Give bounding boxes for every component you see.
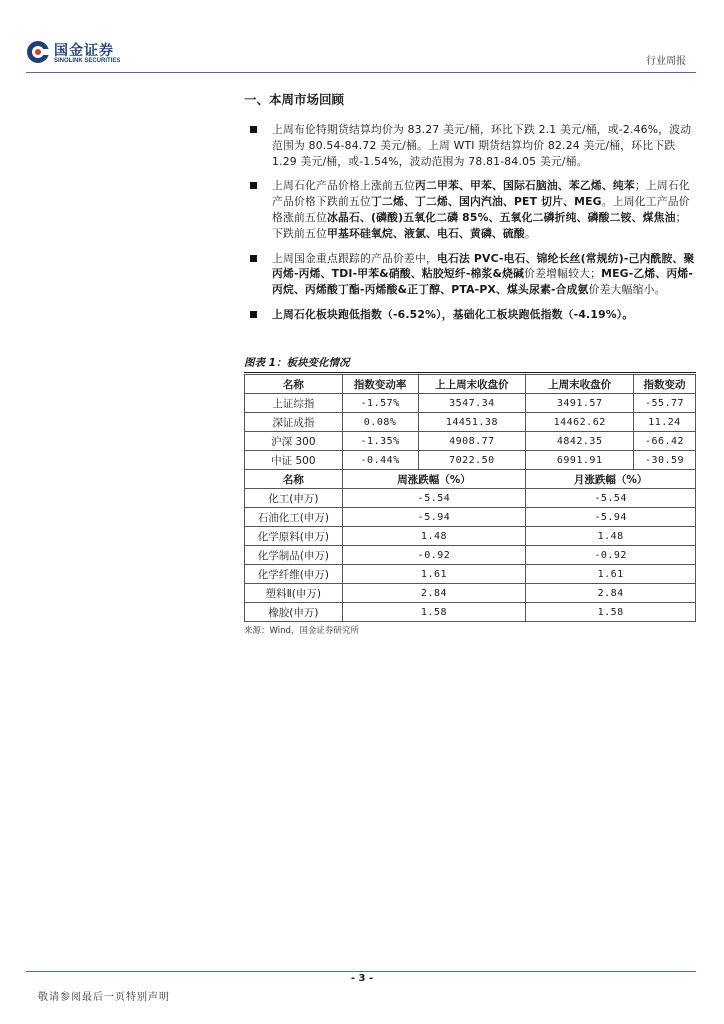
index-change-cell: -30.59 xyxy=(634,451,696,470)
bullet-item xyxy=(244,178,696,241)
prev-prev-close-cell: 14451.38 xyxy=(418,413,526,432)
monthly-change-cell: 1.48 xyxy=(526,527,696,546)
prev-close-cell: 3491.57 xyxy=(526,394,634,413)
bullet-square-icon xyxy=(250,182,257,189)
index-change-rate-cell: 0.08% xyxy=(342,413,418,432)
row-name-cell: 橡胶(申万) xyxy=(245,603,343,622)
table-header-row xyxy=(245,375,696,394)
logo-text-cn: 国金证券 xyxy=(54,43,114,59)
table-row xyxy=(245,603,696,622)
prev-close-cell: 14462.62 xyxy=(526,413,634,432)
table-row xyxy=(245,394,696,413)
row-name-cell: 塑料Ⅱ(申万) xyxy=(245,584,343,603)
index-change-cell: 11.24 xyxy=(634,413,696,432)
weekly-change-cell: -0.92 xyxy=(342,546,526,565)
sector-change-table xyxy=(244,374,696,622)
figure-title: 图表 1：板块变化情况 xyxy=(244,355,696,373)
row-name-cell: 化学纤维(申万) xyxy=(245,565,343,584)
bullet-text: 上周石化产品价格上涨前五位 xyxy=(272,179,415,193)
bullet-list xyxy=(244,122,696,323)
monthly-change-cell: 1.58 xyxy=(526,603,696,622)
weekly-change-cell: -5.54 xyxy=(342,489,526,508)
table-subheader-row xyxy=(245,470,696,489)
subheader-monthly-change: 月涨跌幅（%） xyxy=(526,470,696,489)
bullet-square-icon xyxy=(250,311,257,318)
monthly-change-cell: 1.61 xyxy=(526,565,696,584)
logo-text-en: SINOLINK SECURITIES xyxy=(54,58,121,64)
bullet-text: 。上周化工产品价格涨前五位 xyxy=(272,195,690,224)
bullet-bold-text: 丁二烯、丁二烯、国内汽油、PET 切片、MEG xyxy=(370,195,602,209)
prev-prev-close-cell: 7022.50 xyxy=(418,451,526,470)
row-name-cell: 化学制品(申万) xyxy=(245,546,343,565)
footer-divider xyxy=(26,971,696,972)
prev-close-cell: 6991.91 xyxy=(526,451,634,470)
index-change-cell: -55.77 xyxy=(634,394,696,413)
bullet-bold-text: 冰晶石、(磷酸)五氧化二磷 85%、五氧化二磷折纯、磷酸二铵、煤焦油 xyxy=(326,210,676,224)
monthly-change-cell: 2.84 xyxy=(526,584,696,603)
weekly-change-cell: -5.94 xyxy=(342,508,526,527)
bullet-square-icon xyxy=(250,255,257,262)
table-row xyxy=(245,546,696,565)
bullet-item xyxy=(244,307,696,323)
bullet-item xyxy=(244,122,696,169)
bullet-bold-text: 电石法 PVC-电石、锦纶长丝(常规纺)-己内酰胺、聚丙烯-丙烯、TDI-甲苯&硝酸、粘胶短纤-棉浆&烧碱 xyxy=(272,251,695,281)
weekly-change-cell: 1.58 xyxy=(342,603,526,622)
table-row xyxy=(245,432,696,451)
header-prev-close: 上周末收盘价 xyxy=(526,375,634,394)
row-name-cell: 上证综指 xyxy=(245,394,343,413)
row-name-cell: 深证成指 xyxy=(245,413,343,432)
subheader-name: 名称 xyxy=(245,470,343,489)
table-row xyxy=(245,489,696,508)
index-change-rate-cell: -1.35% xyxy=(342,432,418,451)
table-row xyxy=(245,508,696,527)
bullet-bold-text: 上周石化板块跑低指数（-6.52%），基础化工板块跑低指数（-4.19%）。 xyxy=(272,307,634,321)
footer-disclaimer: 敬请参阅最后一页特别声明 xyxy=(38,992,170,1003)
header-index-change: 指数变动 xyxy=(634,375,696,394)
table-row xyxy=(245,413,696,432)
bullet-square-icon xyxy=(250,126,257,133)
sinolink-logo-icon xyxy=(26,40,50,64)
header-index-change-rate: 指数变动率 xyxy=(342,375,418,394)
bullet-item xyxy=(244,251,696,298)
row-name-cell: 中证 500 xyxy=(245,451,343,470)
table-row xyxy=(245,584,696,603)
row-name-cell: 化学原料(申万) xyxy=(245,527,343,546)
table-row xyxy=(245,451,696,470)
bullet-text: ；上周石化产品价格下跌前五位 xyxy=(272,179,690,209)
weekly-change-cell: 1.48 xyxy=(342,527,526,546)
main-content xyxy=(244,90,696,332)
bullet-text: 价差大幅缩小。 xyxy=(588,283,666,297)
index-change-rate-cell: -0.44% xyxy=(342,451,418,470)
table-row xyxy=(245,527,696,546)
page-number: - 3 - xyxy=(350,973,374,984)
row-name-cell: 沪深 300 xyxy=(245,432,343,451)
row-name-cell: 化工(申万) xyxy=(245,489,343,508)
monthly-change-cell: -5.94 xyxy=(526,508,696,527)
table-row xyxy=(245,565,696,584)
bullet-bold-text: 甲基环硅氧烷、液氯、电石、黄磷、硫酸 xyxy=(326,226,525,240)
prev-prev-close-cell: 4908.77 xyxy=(418,432,526,451)
subheader-weekly-change: 周涨跌幅（%） xyxy=(342,470,526,489)
header-divider xyxy=(26,72,696,73)
weekly-change-cell: 1.61 xyxy=(342,565,526,584)
figure-source: 来源：Wind，国金证券研究所 xyxy=(244,626,359,636)
weekly-change-cell: 2.84 xyxy=(342,584,526,603)
bullet-text: 上周布伦特期货结算均价为 83.27 美元/桶，环比下跌 2.1 美元/桶，或-2.46%，波动范围为 80.54-84.72 美元/桶。上周 WTI 期货结算均价 82.24 美元/桶，环比下跌 1.29 美元/桶，或-1.54%，波动范围为 78.81-84.05 美元/桶。 xyxy=(272,123,692,168)
bullet-text: ；下跌前五位 xyxy=(272,210,687,240)
monthly-change-cell: -5.54 xyxy=(526,489,696,508)
bullet-bold-text: MEG-乙烯、丙烯-丙烷、丙烯酸丁酯-丙烯酸&正丁醇、PTA-PX、煤头尿素-合成氨 xyxy=(272,267,694,297)
bullet-text: 上周国金重点跟踪的产品价差中， xyxy=(272,251,437,265)
header-prev-prev-close: 上上周末收盘价 xyxy=(418,375,526,394)
bullet-text: 价差增幅较大； xyxy=(524,267,602,281)
section-title: 一、本周市场回顾 xyxy=(244,92,345,107)
bullet-bold-text: 丙二甲苯、甲苯、国际石脑油、苯乙烯、纯苯 xyxy=(414,179,635,193)
index-change-rate-cell: -1.57% xyxy=(342,394,418,413)
index-change-cell: -66.42 xyxy=(634,432,696,451)
row-name-cell: 石油化工(申万) xyxy=(245,508,343,527)
report-type-label: 行业周报 xyxy=(646,56,686,67)
header-name: 名称 xyxy=(245,375,343,394)
prev-prev-close-cell: 3547.34 xyxy=(418,394,526,413)
prev-close-cell: 4842.35 xyxy=(526,432,634,451)
monthly-change-cell: -0.92 xyxy=(526,546,696,565)
bullet-text: 。 xyxy=(524,226,536,240)
